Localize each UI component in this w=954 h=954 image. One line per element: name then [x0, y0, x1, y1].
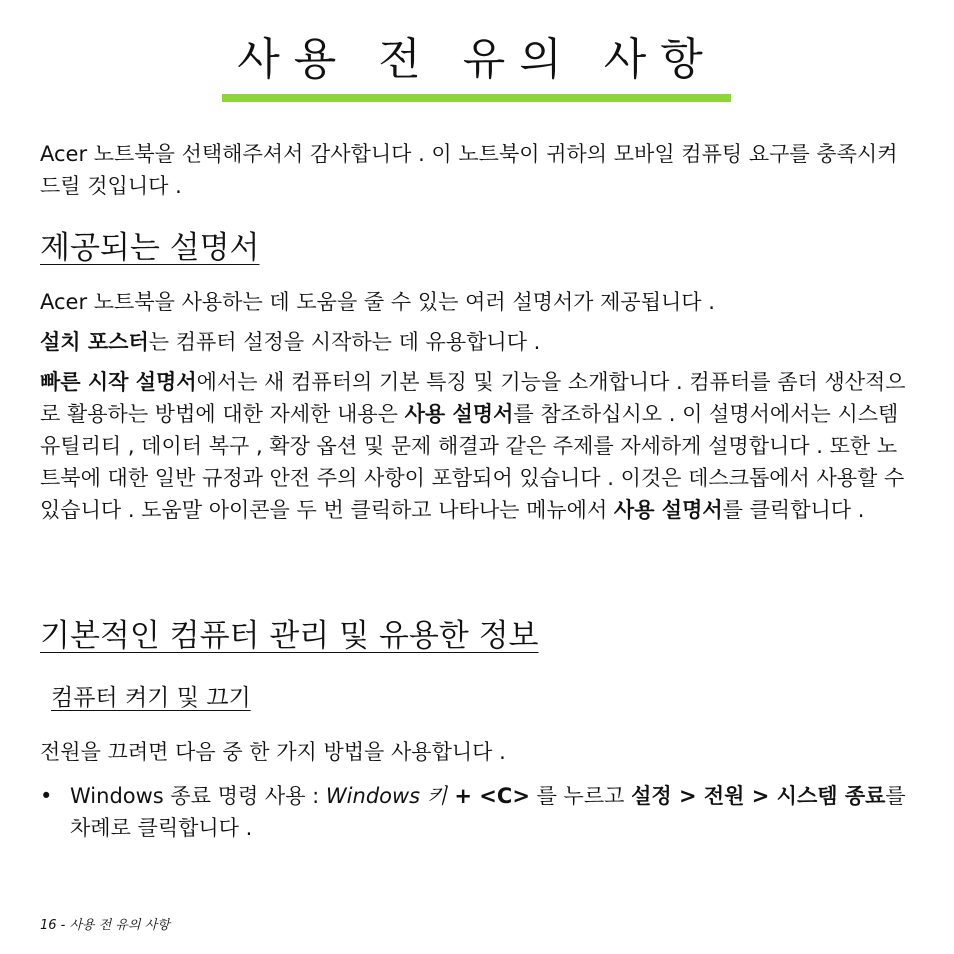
windows-key-term: Windows 키	[325, 784, 448, 808]
manuals-paragraph-3-text-3: 를 클릭합니다 .	[722, 498, 865, 522]
page-footer: 16 - 사용 전 유의 사항	[40, 918, 170, 933]
manuals-paragraph-3-text-2: 를 참조하십시오 . 이 설명서에서는 시스템 유틸리티 , 데이터 복구 , 확장 옵션 및 문제 해결과 같은 주제를 자세하게 설명합니다 . 또한 노트북에 대한 일반 규정과 안전 주의 사항이 포함되어 있습니다 . 이것은 데스크톱에서 사용할 수 있습니다 . 도움말 아이콘을 두 번 클릭하고 나타나는 메뉴에서	[40, 402, 905, 522]
list-item	[40, 780, 916, 844]
setup-poster-term: 설치 포스터	[40, 330, 149, 354]
bullet-text	[70, 780, 916, 844]
key-combo-term: + <C>	[447, 784, 530, 808]
bullet-text-3: 를 차례로 클릭합니다 .	[70, 784, 906, 840]
title-underline-bar	[222, 94, 731, 102]
subheading-power-on-off: 컴퓨터 켜기 및 끄기	[51, 685, 251, 711]
manuals-paragraph-1: Acer 노트북을 사용하는 데 도움을 줄 수 있는 여러 설명서가 제공됩니다 .	[40, 290, 715, 314]
intro-paragraph: Acer 노트북을 선택해주셔서 감사합니다 . 이 노트북이 귀하의 모바일 컴퓨팅 요구를 충족시켜 드릴 것입니다 .	[40, 142, 898, 198]
section-heading-manuals: 제공되는 설명서	[40, 230, 260, 266]
manuals-paragraph-3	[40, 366, 916, 526]
power-off-paragraph: 전원을 끄려면 다음 중 한 가지 방법을 사용합니다 .	[40, 740, 506, 764]
manuals-paragraph-2	[40, 326, 916, 358]
section-heading-care-tips: 기본적인 컴퓨터 관리 및 유용한 정보	[40, 618, 539, 654]
manuals-paragraph-2-text: 는 컴퓨터 설정을 시작하는 데 유용합니다 .	[148, 330, 541, 354]
manuals-paragraph-3-text-1: 에서는 새 컴퓨터의 기본 특징 및 기능을 소개합니다 . 컴퓨터를 좀더 생산적으로 활용하는 방법에 대한 자세한 내용은	[40, 370, 906, 426]
menu-path-term: 설정 > 전원 > 시스템 종료	[631, 784, 886, 808]
page-title: 사용 전 유의 사항	[237, 34, 717, 85]
bullet-icon: •	[40, 784, 53, 808]
user-manual-term-1: 사용 설명서	[404, 402, 514, 426]
quick-start-guide-term: 빠른 시작 설명서	[40, 370, 197, 394]
bullet-text-2: 를 누르고	[529, 784, 632, 808]
bullet-text-1: Windows 종료 명령 사용 :	[70, 784, 326, 808]
user-manual-term-2: 사용 설명서	[613, 498, 723, 522]
